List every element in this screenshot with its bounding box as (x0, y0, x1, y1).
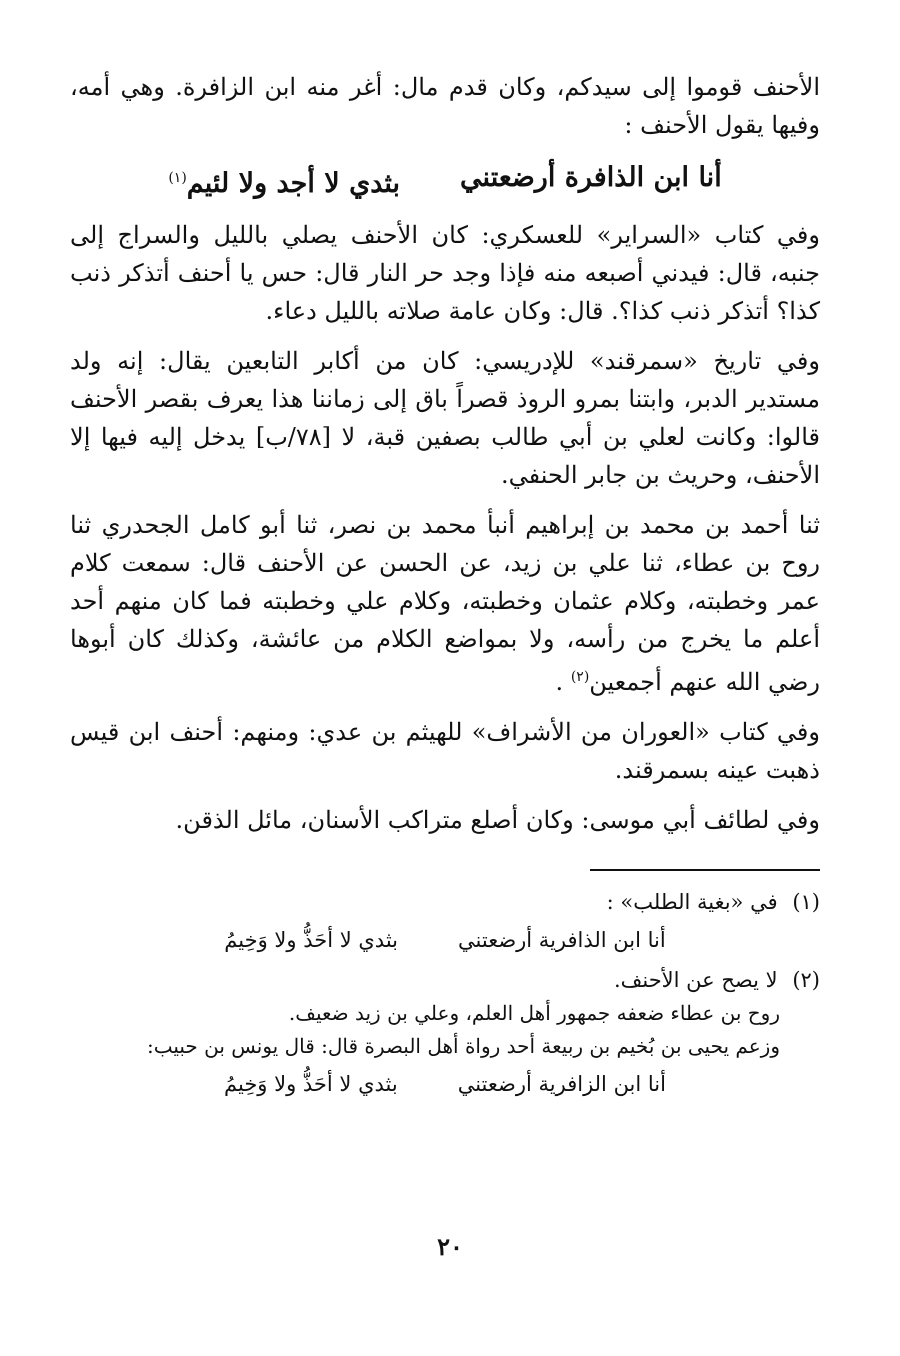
footnote-1 (70, 885, 820, 919)
paragraph-4 (70, 506, 820, 701)
footnote-2-text: لا يصح عن الأحنف. (613, 968, 778, 992)
footnote-separator (590, 869, 820, 871)
paragraph-5 (70, 713, 820, 789)
footnote-2-number: (٢) (792, 968, 820, 992)
paragraph-1-text: الأحنف قوموا إلى سيدكم، وكان قدم مال: أغر منه ابن الزافرة. وهي أمه، وفيها يقول الأحنف : (70, 73, 820, 139)
verse-1-second-hemistich (168, 156, 400, 206)
footnote-ref-1[interactable]: (١) (168, 170, 187, 186)
verse-1-second-text: بثدي لا أجد ولا لئيم (186, 168, 401, 199)
footnote-1-verse-second: بثدي لا أحَذُّ ولا وَخِيمُ (224, 928, 399, 952)
footnote-1-verse (70, 923, 820, 957)
paragraph-6 (70, 801, 820, 839)
paragraph-4-text: ثنا أحمد بن محمد بن إبراهيم أنبأ محمد بن نصر، ثنا أبو كامل الجحدري ثنا روح بن عطاء، ثنا علي بن زيد، عن الحسن عن الأحنف قال: سمعت كلام عمر وخطبته، وكلام عثمان وخطبته، وكلام علي وخطبته فما كان منهم أحد أعلم ما يخرج من رأسه، ولا بمواضع الكلام من عائشة، وكذلك كان أبوها رضي الله عنهم أجمعين (70, 511, 820, 696)
footnote-2-verse-second: بثدي لا أحَذُّ ولا وَخِيمُ (224, 1072, 398, 1096)
footnote-1-number: (١) (792, 890, 820, 914)
paragraph-6-text: وفي لطائف أبي موسى: وكان أصلع متراكب الأسنان، مائل الذقن. (175, 806, 820, 834)
paragraph-4-end: . (555, 668, 571, 696)
footnote-2-verse (70, 1067, 820, 1101)
footnote-1-verse-first: أنا ابن الذافرية أرضعتني (458, 928, 666, 952)
paragraph-3 (70, 342, 820, 494)
footnote-1-text: في «بغية الطلب» : (606, 890, 778, 914)
paragraph-2-text: وفي كتاب «السراير» للعسكري: كان الأحنف يصلي بالليل والسراج إلى جنبه، قال: فيدني أصبعه منه فإذا وجد حر النار قال: حس يا أحنف أتذكر ذنب كذا؟ أتذكر ذنب كذا؟. قال: وكان عامة صلاته بالليل دعاء. (70, 221, 820, 325)
page-number: ٢٠ (437, 1232, 463, 1261)
page-content (70, 68, 820, 1107)
footnote-2 (70, 963, 820, 997)
verse-1 (70, 156, 820, 206)
footnote-2-verse-first: أنا ابن الزافرية أرضعتني (457, 1072, 666, 1096)
paragraph-1 (70, 68, 820, 144)
footnote-2-line-2: وزعم يحيى بن بُخيم بن ربيعة أحد رواة أهل البصرة قال: قال يونس بن حبيب: (146, 1034, 780, 1058)
footnote-ref-2[interactable]: (٢) (570, 669, 590, 685)
paragraph-3-text: وفي تاريخ «سمرقند» للإدريسي: كان من أكابر التابعين يقال: إنه ولد مستدير الدبر، وابتنا بمرو الروذ قصراً باق إلى زماننا هذا يعرف بقصر الأحنف قالوا: وكانت لعلي بن أبي طالب بصفين قبة، لا [٧٨/ب] يدخل إليه فيها إلا الأحنف، وحريث بن جابر الحنفي. (70, 347, 820, 489)
footnote-2-line-1: روح بن عطاء ضعفه جمهور أهل العلم، وعلي بن زيد ضعيف. (288, 1001, 780, 1025)
verse-1-first-hemistich: أنا ابن الذافرة أرضعتني (460, 162, 722, 193)
paragraph-5-text: وفي كتاب «العوران من الأشراف» للهيثم بن عدي: ومنهم: أحنف ابن قيس ذهبت عينه بسمرقند. (70, 718, 820, 784)
paragraph-2 (70, 216, 820, 330)
